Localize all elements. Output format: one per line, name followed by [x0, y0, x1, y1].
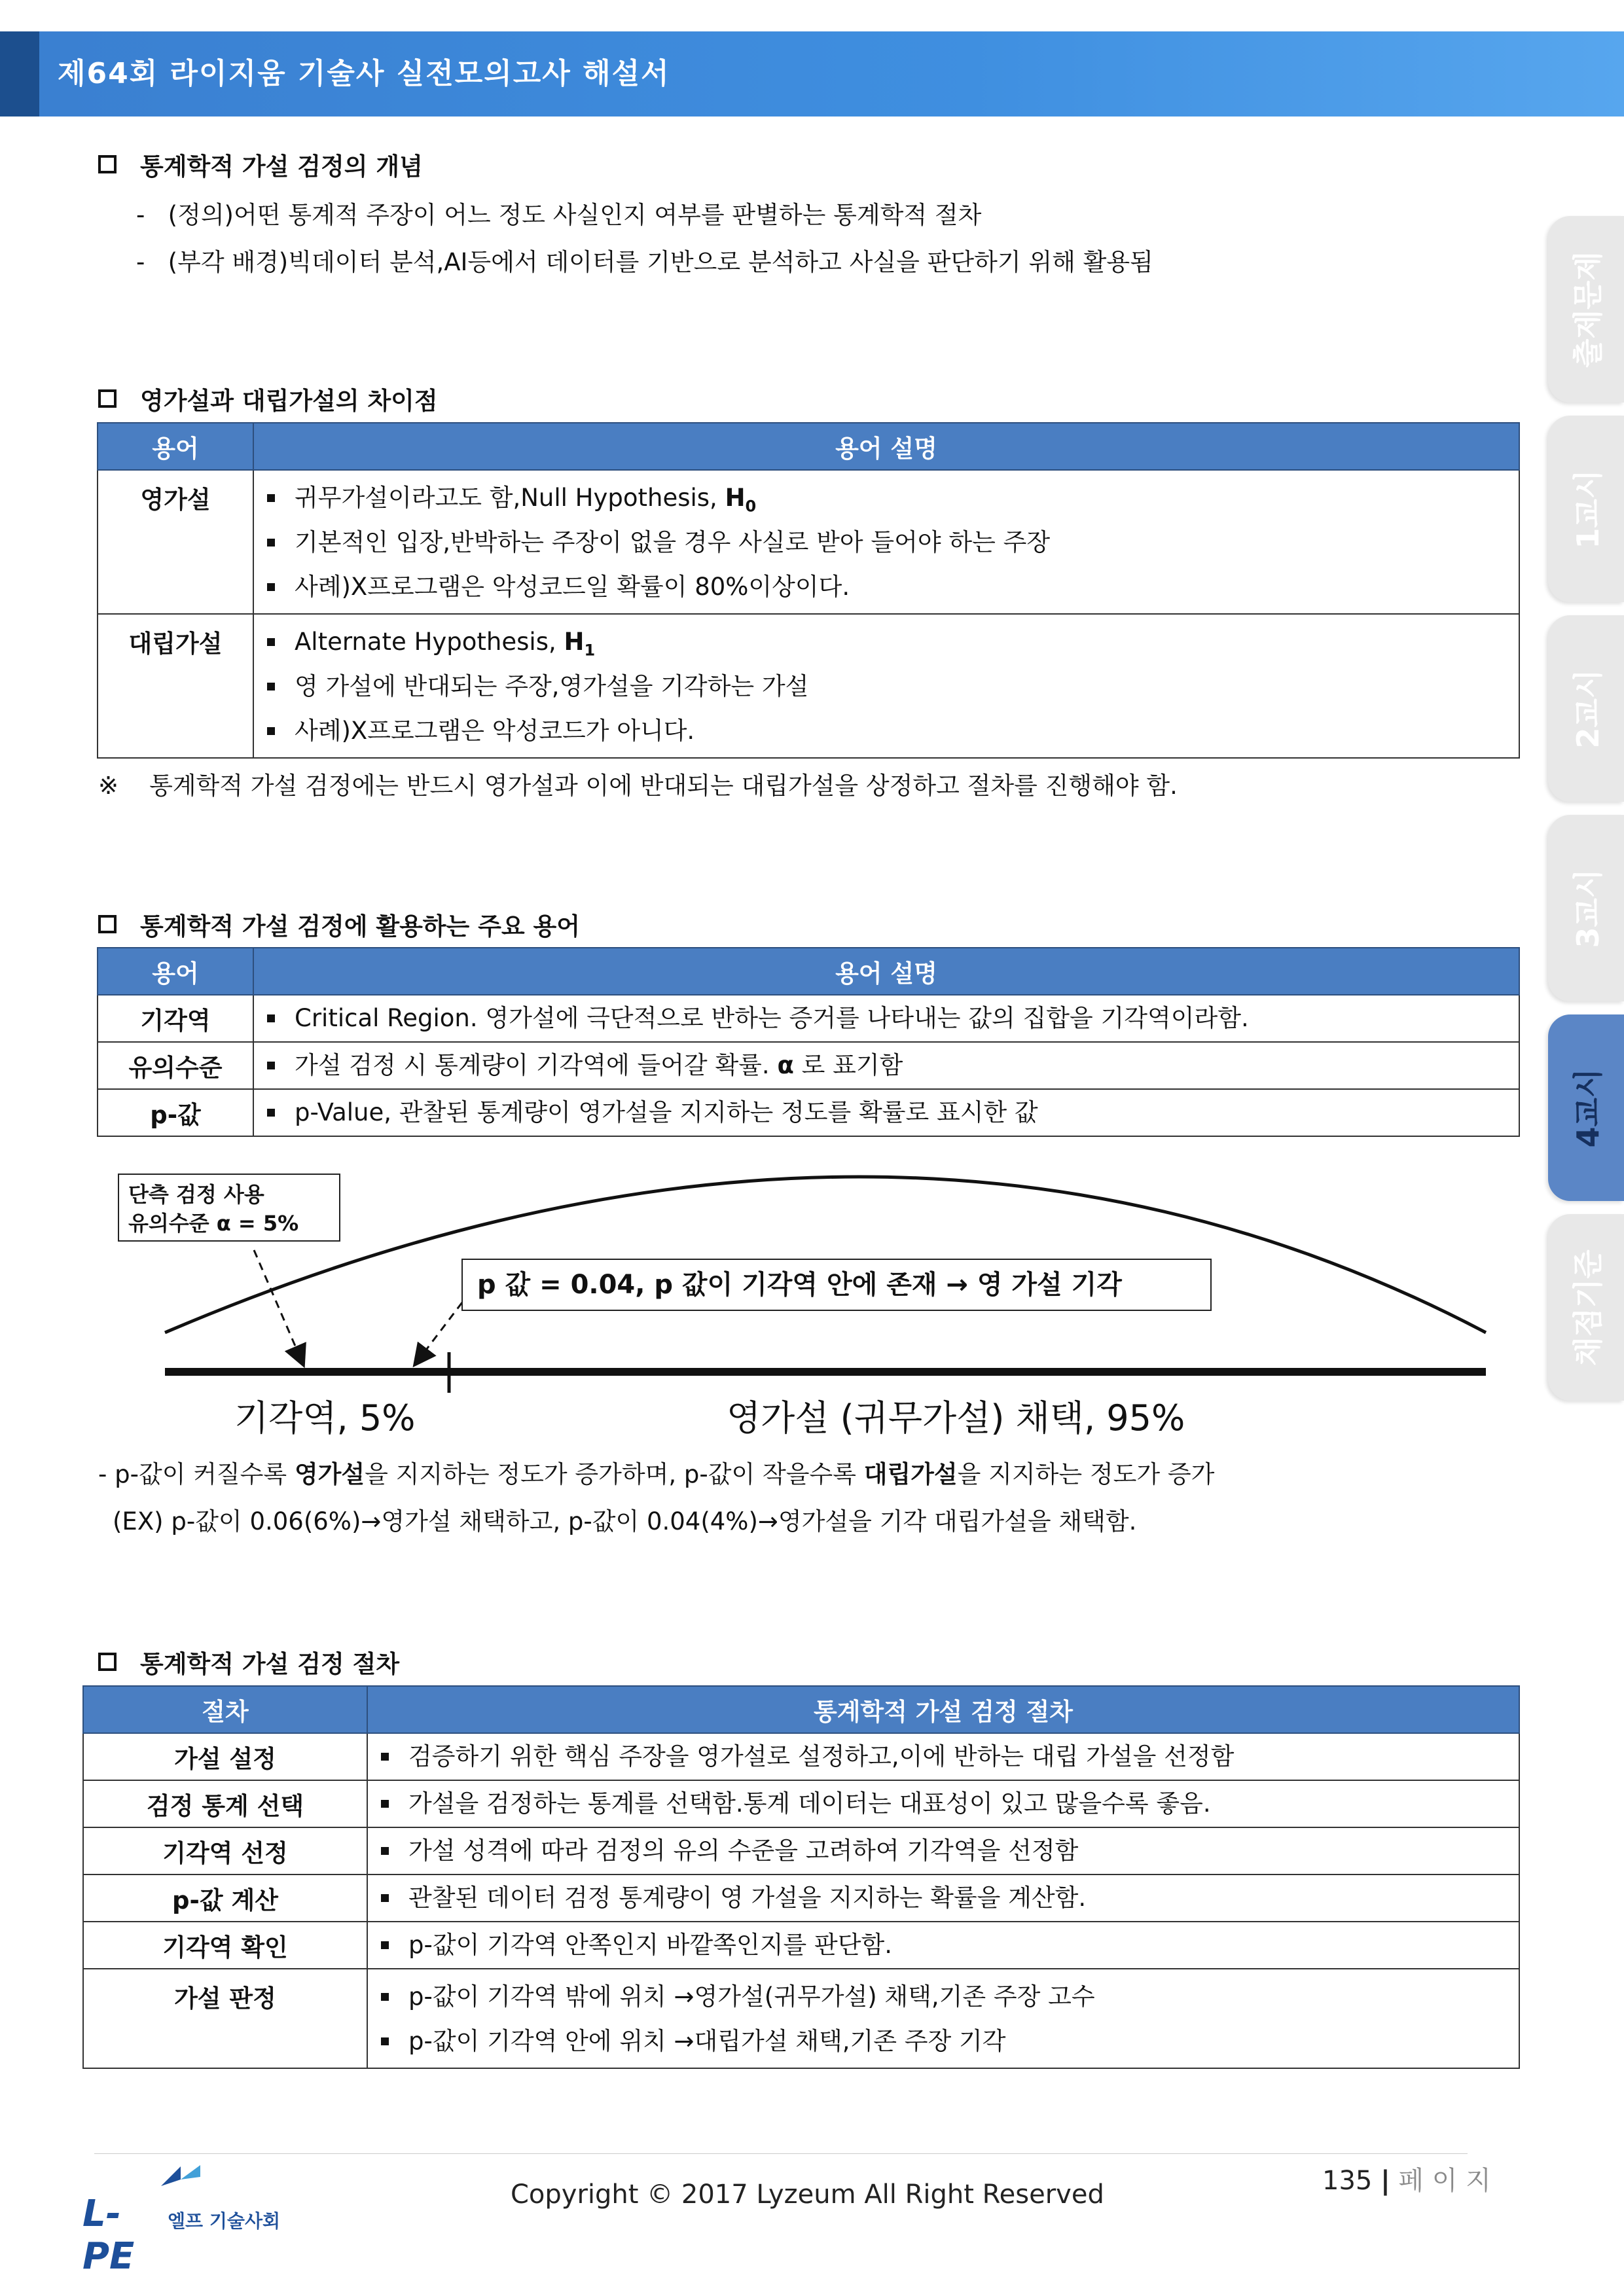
- table-row: [83, 1827, 1519, 1874]
- col-header-description: 용어 설명: [253, 423, 1519, 470]
- list-item: 기본적인 입장,반박하는 주장이 없을 경우 사실로 받아 들어야 하는 주장: [267, 520, 1519, 565]
- label-critical-region: 기각역, 5%: [234, 1397, 416, 1439]
- list-item: p-Value, 관찰된 통계량이 영가설을 지지하는 정도를 확률로 표시한 값: [267, 1090, 1519, 1136]
- list-item: Alternate Hypothesis, $H_1$: [267, 620, 1519, 664]
- list-item: p-값이 기각역 안쪽인지 바깥쪽인지를 판단함.: [381, 1922, 1519, 1968]
- list-item: 사례)X프로그램은 악성코드가 아니다.: [267, 709, 1519, 753]
- term-alternate-hypothesis: 대립가설: [98, 614, 253, 758]
- list-item: Critical Region. 영가설에 극단적으로 반하는 증거를 나타내는 값의 집합을 기각역이라함.: [267, 996, 1519, 1041]
- table-row: [83, 1780, 1519, 1827]
- hypothesis-note: ※ 통계학적 가설 검정에는 반드시 영가설과 이에 반대되는 대립가설을 상정하고 절차를 진행해야 함.: [98, 772, 1178, 800]
- tab-label: 채점기준: [1570, 1249, 1606, 1366]
- table-row: [83, 1969, 1519, 2068]
- tab-label: 4교시: [1570, 1068, 1606, 1147]
- callout-p-value-result: p 값 = 0.04, p 값이 기각역 안에 존재 → 영 가설 기각: [461, 1259, 1212, 1311]
- arrow-to-p-value: [416, 1302, 462, 1363]
- section-heading-concept: 통계학적 가설 검정의 개념: [98, 147, 423, 182]
- procedure-table: [82, 1685, 1520, 2069]
- table-row: [83, 1733, 1519, 1780]
- list-item: 사례)X프로그램은 악성코드일 확률이 80%이상이다.: [267, 565, 1519, 609]
- section-heading-terms: 통계학적 가설 검정에 활용하는 주요 용어: [98, 906, 580, 942]
- p-value-explanation: - p-값이 커질수록 영가설을 지지하는 정도가 증가하며, p-값이 작을수록 대립가설을 지지하는 정도가 증가: [98, 1460, 1215, 1488]
- step-decision: 가설 판정: [83, 1969, 367, 2068]
- tab-label: 3교시: [1570, 869, 1606, 948]
- list-item: 가설 검정 시 통계량이 기각역에 들어갈 확률. α 로 표기함: [267, 1043, 1519, 1088]
- col-header-procedure: 통계학적 가설 검정 절차: [367, 1686, 1519, 1733]
- term-critical-region: 기각역: [98, 995, 253, 1042]
- list-item: 검증하기 위한 핵심 주장을 영가설로 설정하고,이에 반하는 대립 가설을 선정함: [381, 1734, 1519, 1780]
- list-item: p-값이 기각역 안에 위치 →대립가설 채택,기존 주장 기각: [381, 2019, 1519, 2064]
- term-p-value: p-값: [98, 1089, 253, 1136]
- table-row: [83, 1874, 1519, 1922]
- list-item: 귀무가설이라고도 함,Null Hypothesis, $H_0$: [267, 476, 1519, 520]
- p-value-example: (EX) p-값이 0.06(6%)→영가설 채택하고, p-값이 0.04(4%)→영가설을 기각 대립가설을 채택함.: [113, 1507, 1137, 1535]
- concept-definition: - (정의)어떤 통계적 주장이 어느 정도 사실인지 여부를 판별하는 통계학적 절차: [136, 201, 982, 229]
- term-null-hypothesis: 영가설: [98, 470, 253, 614]
- description-cell: [367, 1922, 1519, 1969]
- concept-background: - (부각 배경)빅데이터 분석,AI등에서 데이터를 기반으로 분석하고 사실을 판단하기 위해 활용됨: [136, 248, 1153, 276]
- logo-mark-icon: [154, 2160, 207, 2199]
- step-critical-region: 기각역 선정: [83, 1827, 367, 1874]
- section-heading-procedure: 통계학적 가설 검정 절차: [98, 1644, 399, 1679]
- table-row: [83, 1922, 1519, 1969]
- checkbox-bullet-icon: [98, 1653, 117, 1671]
- description-cell: [367, 1827, 1519, 1874]
- footer-divider: [94, 2153, 1468, 2154]
- list-item: p-값이 기각역 밖에 위치 →영가설(귀무가설) 채택,기존 주장 고수: [381, 1975, 1519, 2019]
- description-cell: [367, 1874, 1519, 1922]
- tab-label: 2교시: [1570, 669, 1606, 748]
- description-cell: [367, 1780, 1519, 1827]
- description-cell: [367, 1733, 1519, 1780]
- callout-one-tailed: 단측 검정 사용 유의수준 α = 5%: [118, 1174, 340, 1242]
- section-heading-difference: 영가설과 대립가설의 차이점: [98, 381, 438, 416]
- list-item: 관찰된 데이터 검정 통계량이 영 가설을 지지하는 확률을 계산함.: [381, 1875, 1519, 1921]
- label-accept-region: 영가설 (귀무가설) 채택, 95%: [727, 1397, 1185, 1439]
- term-significance-level: 유의수준: [98, 1042, 253, 1089]
- list-item: 가설 성격에 따라 검정의 유의 수준을 고려하여 기각역을 선정함: [381, 1828, 1519, 1874]
- col-header-description: 용어 설명: [253, 948, 1519, 995]
- list-item: 영 가설에 반대되는 주장,영가설을 기각하는 가설: [267, 664, 1519, 709]
- description-cell: [367, 1969, 1519, 2068]
- arrow-to-critical-region: [254, 1250, 302, 1363]
- page-number: 135 | 페 이 지: [1322, 2166, 1491, 2196]
- step-critical-check: 기각역 확인: [83, 1922, 367, 1969]
- col-header-term: 용어: [98, 423, 253, 470]
- list-item: 가설을 검정하는 통계를 선택함.통계 데이터는 대표성이 있고 많을수록 좋음.: [381, 1781, 1519, 1827]
- col-header-term: 용어: [98, 948, 253, 995]
- copyright: Copyright © 2017 Lyzeum All Right Reserved: [511, 2179, 1104, 2210]
- col-header-step: 절차: [83, 1686, 367, 1733]
- step-hypothesis-setup: 가설 설정: [83, 1733, 367, 1780]
- tab-label: 출제문제: [1570, 251, 1606, 368]
- step-p-value-calc: p-값 계산: [83, 1874, 367, 1922]
- tab-label: 1교시: [1570, 469, 1606, 548]
- step-test-statistic: 검정 통계 선택: [83, 1780, 367, 1827]
- page-title: 제64회 라이지움 기술사 실전모의고사 해설서: [58, 57, 670, 90]
